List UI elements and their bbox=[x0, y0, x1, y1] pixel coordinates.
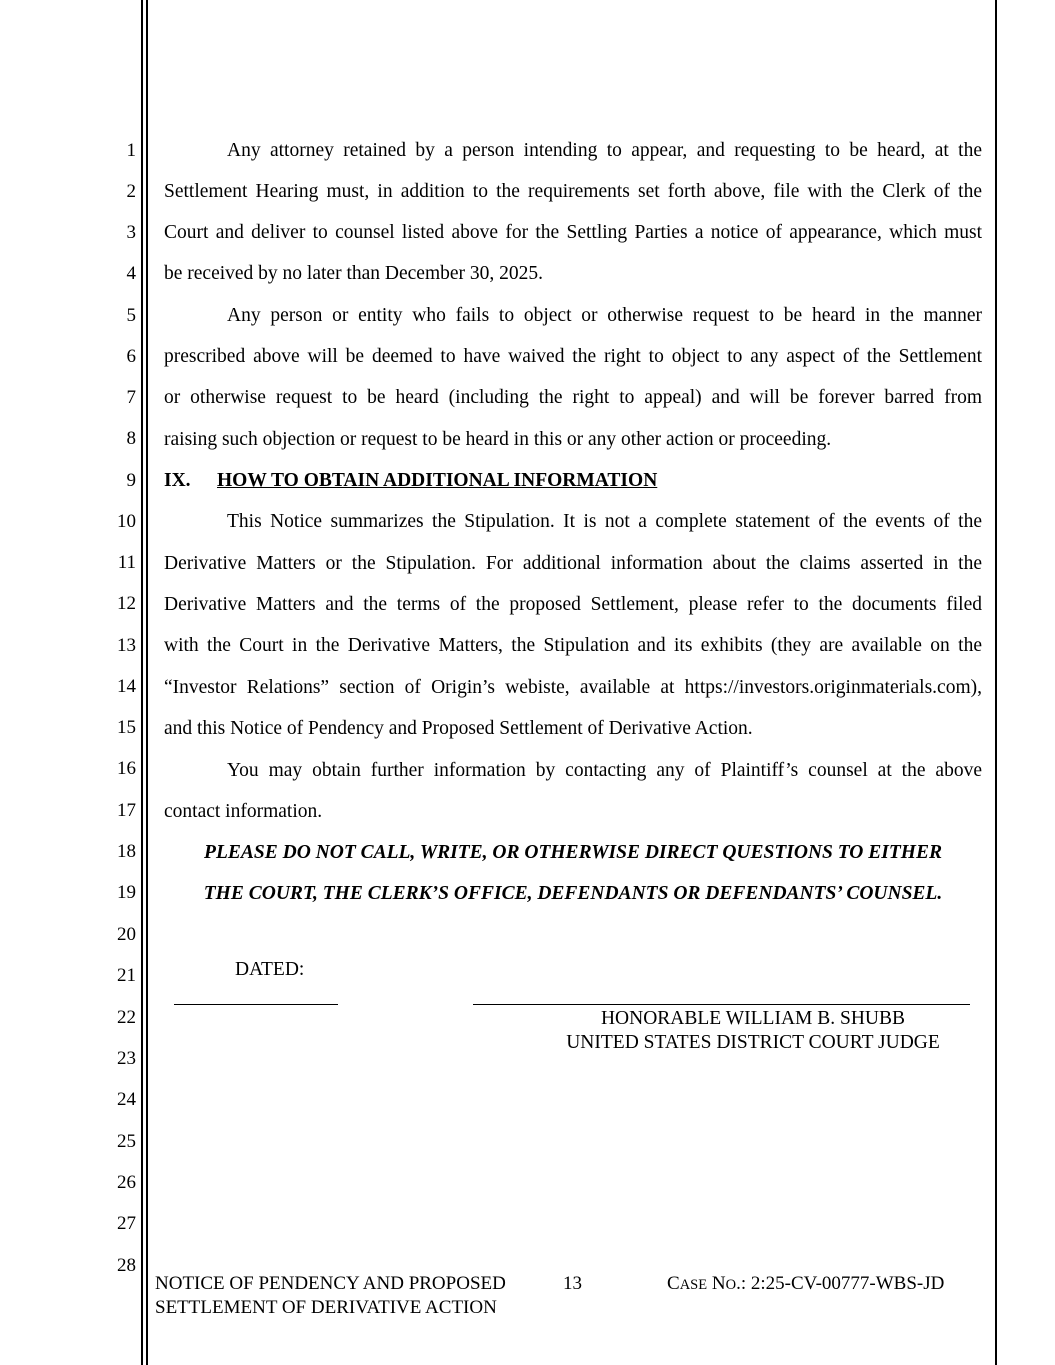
line-number: 26 bbox=[117, 1172, 136, 1193]
footer-title-line: NOTICE OF PENDENCY AND PROPOSED bbox=[155, 1273, 506, 1294]
line-number: 13 bbox=[117, 635, 136, 656]
text-line: with the Court in the Derivative Matters, the Stipulation and its exhibits (they are available on the bbox=[164, 635, 982, 656]
line-number: 16 bbox=[117, 758, 136, 779]
text-line: and this Notice of Pendency and Proposed Settlement of Derivative Action. bbox=[164, 718, 753, 739]
case-label-part: N bbox=[711, 1273, 726, 1294]
line-number: 5 bbox=[126, 305, 136, 326]
line-number: 28 bbox=[117, 1255, 136, 1276]
line-number: 9 bbox=[126, 470, 136, 491]
line-number: 15 bbox=[117, 717, 136, 738]
footer-document-title bbox=[155, 1272, 506, 1320]
line-number: 25 bbox=[117, 1131, 136, 1152]
line-number: 18 bbox=[117, 841, 136, 862]
case-label-part: C bbox=[667, 1273, 680, 1294]
line-number: 27 bbox=[117, 1213, 136, 1234]
case-label-part: ASE bbox=[679, 1277, 708, 1293]
text-line: Derivative Matters and the terms of the proposed Settlement, please refer to the documents filed bbox=[164, 594, 982, 615]
line-number: 8 bbox=[126, 428, 136, 449]
right-margin-rule bbox=[995, 0, 997, 1365]
line-number: 10 bbox=[117, 511, 136, 532]
text-line: be received by no later than December 30, 2025. bbox=[164, 263, 544, 284]
case-number-value: .: 2:25-CV-00777-WBS-JD bbox=[736, 1273, 945, 1294]
line-number: 2 bbox=[126, 181, 136, 202]
page-number: 13 bbox=[563, 1273, 582, 1294]
warning-line: PLEASE DO NOT CALL, WRITE, OR OTHERWISE DIRECT QUESTIONS TO EITHER bbox=[204, 842, 942, 863]
text-line: Derivative Matters or the Stipulation. For additional information about the claims asserted in the bbox=[164, 553, 982, 574]
judge-name: HONORABLE WILLIAM B. SHUBB bbox=[600, 1008, 906, 1029]
line-number: 21 bbox=[117, 965, 136, 986]
case-number bbox=[667, 1272, 944, 1297]
text-line: Any person or entity who fails to object or otherwise request to be heard in the manner bbox=[227, 305, 982, 326]
text-line: or otherwise request to be heard (including the right to appeal) and will be forever barred from bbox=[164, 387, 982, 408]
line-number: 6 bbox=[126, 346, 136, 367]
text-line: Settlement Hearing must, in addition to the requirements set forth above, file with the Clerk of the bbox=[164, 181, 982, 202]
section-title: HOW TO OBTAIN ADDITIONAL INFORMATION bbox=[217, 470, 658, 491]
warning-line: THE COURT, THE CLERK’S OFFICE, DEFENDANTS OR DEFENDANTS’ COUNSEL. bbox=[203, 883, 943, 904]
footer-title-line: SETTLEMENT OF DERIVATIVE ACTION bbox=[155, 1297, 497, 1318]
line-number: 24 bbox=[117, 1089, 136, 1110]
line-number: 23 bbox=[117, 1048, 136, 1069]
line-number: 4 bbox=[126, 263, 136, 284]
section-heading bbox=[164, 469, 982, 493]
section-number: IX. bbox=[164, 470, 191, 491]
line-number: 11 bbox=[117, 552, 136, 573]
line-number: 12 bbox=[117, 593, 136, 614]
text-line: prescribed above will be deemed to have waived the right to object to any aspect of the Settlement bbox=[164, 346, 982, 367]
text-line: contact information. bbox=[164, 801, 323, 822]
judge-signature-line bbox=[473, 1004, 970, 1005]
line-number: 22 bbox=[117, 1007, 136, 1028]
text-line: Court and deliver to counsel listed above for the Settling Parties a notice of appearance, which must bbox=[164, 222, 982, 243]
text-line: raising such objection or request to be heard in this or any other action or proceeding. bbox=[164, 429, 832, 450]
left-margin-rule-inner bbox=[146, 0, 148, 1365]
text-line: You may obtain further information by contacting any of Plaintiff’s counsel at the above bbox=[227, 760, 982, 781]
line-number: 7 bbox=[126, 387, 136, 408]
case-label-part: O bbox=[725, 1277, 737, 1293]
text-line: This Notice summarizes the Stipulation. It is not a complete statement of the events of the bbox=[227, 511, 982, 532]
line-number: 17 bbox=[117, 800, 136, 821]
line-number: 14 bbox=[117, 676, 136, 697]
line-number: 19 bbox=[117, 882, 136, 903]
line-number: 20 bbox=[117, 924, 136, 945]
line-number: 1 bbox=[126, 140, 136, 161]
dated-label: DATED: bbox=[235, 959, 305, 980]
left-margin-rule-outer bbox=[141, 0, 143, 1365]
judge-title: UNITED STATES DISTRICT COURT JUDGE bbox=[566, 1032, 940, 1053]
text-line: “Investor Relations” section of Origin’s webiste, available at https://investors.originmaterials.com), bbox=[164, 677, 982, 698]
line-number: 3 bbox=[126, 222, 136, 243]
text-line: Any attorney retained by a person intending to appear, and requesting to be heard, at the bbox=[227, 140, 982, 161]
date-signature-line bbox=[174, 1004, 338, 1005]
